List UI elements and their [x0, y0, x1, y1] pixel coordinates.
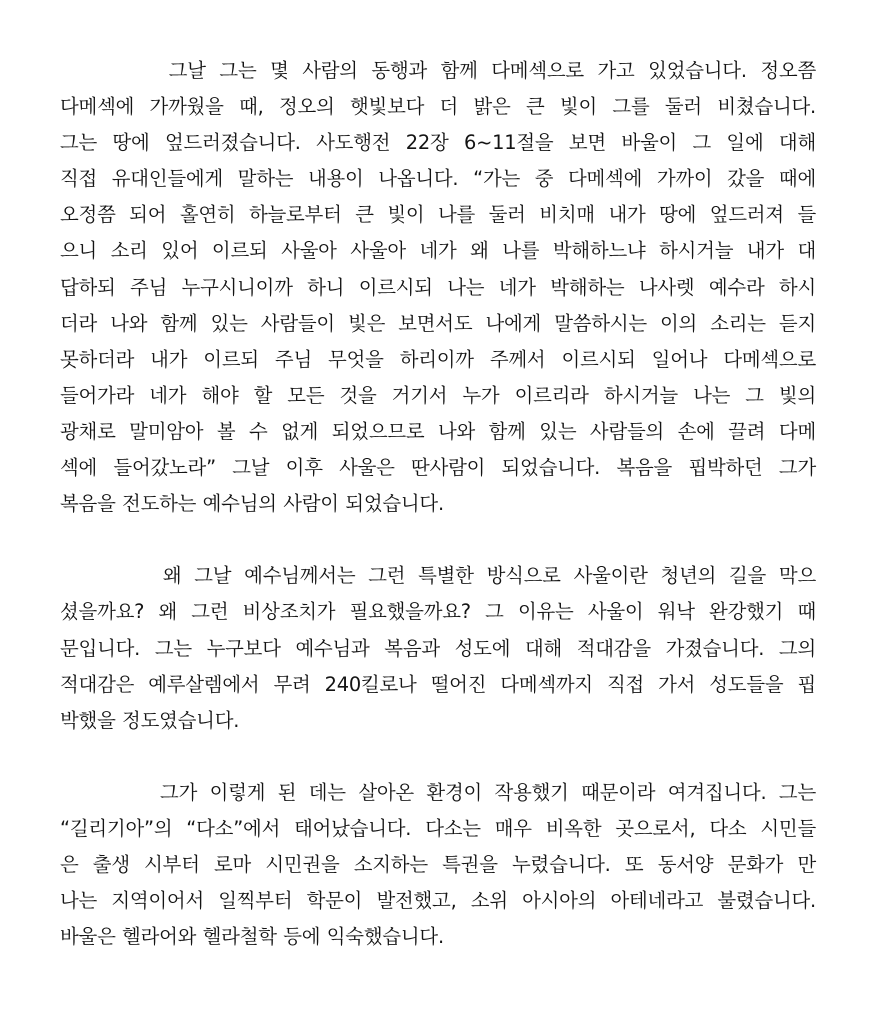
text-line: 적대감은 예루살렘에서 무려 240킬로나 떨어진 다메섹까지 직접 가서 성도들을 핍 [60, 672, 816, 696]
text-line: 바울은 헬라어와 헬라철학 등에 익숙했습니다. [60, 925, 444, 949]
text-line: 으니 소리 있어 이르되 사울아 사울아 네가 왜 나를 박해하느냐 하시거늘 내가 대 [60, 239, 816, 263]
paragraph-spacer [60, 522, 816, 558]
text-line: 답하되 주님 누구시니이까 하니 이르시되 나는 네가 박해하는 나사렛 예수라 하시 [60, 275, 816, 299]
text-line: 오정쯤 되어 홀연히 하늘로부터 큰 빛이 나를 둘러 비치매 내가 땅에 엎드러져 들 [60, 203, 816, 227]
text-line: 문입니다. 그는 누구보다 예수님과 복음과 성도에 대해 적대감을 가졌습니다. 그의 [60, 636, 816, 660]
text-line: 들어가라 네가 해야 할 모든 것을 거기서 누가 이르리라 하시거늘 나는 그 빛의 [60, 383, 816, 407]
text-line: 은 출생 시부터 로마 시민권을 소지하는 특권을 누렸습니다. 또 동서양 문화가 만 [60, 853, 816, 877]
text-line: “길리기아”의 “다소”에서 태어났습니다. 다소는 매우 비옥한 곳으로서, 다소 시민들 [60, 816, 816, 840]
text-line: 왜 그날 예수님께서는 그런 특별한 방식으로 사울이란 청년의 길을 막으 [60, 564, 816, 588]
text-line: 못하더라 내가 이르되 주님 무엇을 하리이까 주께서 이르시되 일어나 다메섹으로 [60, 347, 816, 371]
text-line: 복음을 전도하는 예수님의 사람이 되었습니다. [60, 492, 444, 516]
text-line: 박했을 정도였습니다. [60, 708, 240, 732]
text-line: 그는 땅에 엎드러졌습니다. 사도행전 22장 6~11절을 보면 바울이 그 일에 대해 [60, 131, 816, 155]
paragraph-background [60, 775, 816, 955]
text-line: 다메섹에 가까웠을 때, 정오의 햇빛보다 더 밝은 큰 빛이 그를 둘러 비쳤습니다. [60, 95, 816, 119]
text-line: 직접 유대인들에게 말하는 내용이 나옵니다. “가는 중 다메섹에 가까이 갔을 때에 [60, 167, 816, 191]
text-line: 셨을까요? 왜 그런 비상조치가 필요했을까요? 그 이유는 사울이 워낙 완강했기 때 [60, 600, 816, 624]
paragraph-conversion-account [60, 53, 816, 522]
text-line: 광채로 말미암아 볼 수 없게 되었으므로 나와 함께 있는 사람들의 손에 끌려 다메 [60, 419, 816, 443]
text-line: 섹에 들어갔노라” 그날 이후 사울은 딴사람이 되었습니다. 복음을 핍박하던 그가 [60, 456, 816, 480]
paragraph-spacer [60, 739, 816, 775]
text-line: 그가 이렇게 된 데는 살아온 환경이 작용했기 때문이라 여겨집니다. 그는 [60, 780, 816, 804]
text-line: 나는 지역이어서 일찍부터 학문이 발전했고, 소위 아시아의 아테네라고 불렸습니다. [60, 889, 816, 913]
text-line: 그날 그는 몇 사람의 동행과 함께 다메섹으로 가고 있었습니다. 정오쯤 [60, 59, 816, 82]
paragraph-reason [60, 558, 816, 738]
text-line: 더라 나와 함께 있는 사람들이 빛은 보면서도 나에게 말씀하시는 이의 소리는 듣지 [60, 311, 816, 335]
